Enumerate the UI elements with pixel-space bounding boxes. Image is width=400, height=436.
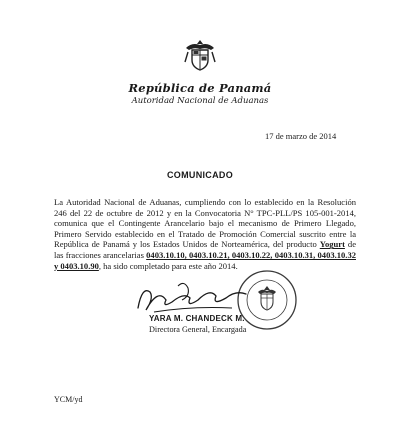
body-text-part-1: La Autoridad Nacional de Aduanas, cumpliendo con lo establecido en la Resolución 246 del 22 de octubre de 2012 y en la Convocatoria N° TPC-PLL/PS 105-001-2014, comunica que el Contingente Arancelario bajo el mecanismo de Primero Llegado, Primero Servido establecido en el Tratado de Promoción Comercial suscrito entre la República de Panamá y los Estados Unidos de Norteamérica, del producto: [54, 197, 356, 250]
signatory-title: Directora General, Encargada: [149, 325, 247, 334]
signatory-name: YARA M. CHANDECK M.: [149, 314, 245, 323]
document-date: 17 de marzo de 2014: [265, 131, 337, 141]
product-name: Yogurt: [319, 239, 345, 250]
org-subtitle: Autoridad Nacional de Aduanas: [131, 96, 269, 106]
tariff-fractions: 0403.10.10, 0403.10.21, 0403.10.22, 0403.10.31, 0403.10.32 y 0403.10.90: [54, 249, 356, 271]
document-title: COMUNICADO: [167, 170, 233, 180]
reference-initials: YCM/yd: [54, 395, 83, 404]
coat-of-arms-seal: [182, 38, 218, 72]
org-name: República de Panamá: [128, 81, 272, 95]
body-text-part-2: de las fracciones arancelarias: [54, 239, 356, 260]
body-text-part-3: , ha sido completado para este año 2014.: [98, 260, 238, 271]
body-paragraph: [54, 197, 356, 271]
